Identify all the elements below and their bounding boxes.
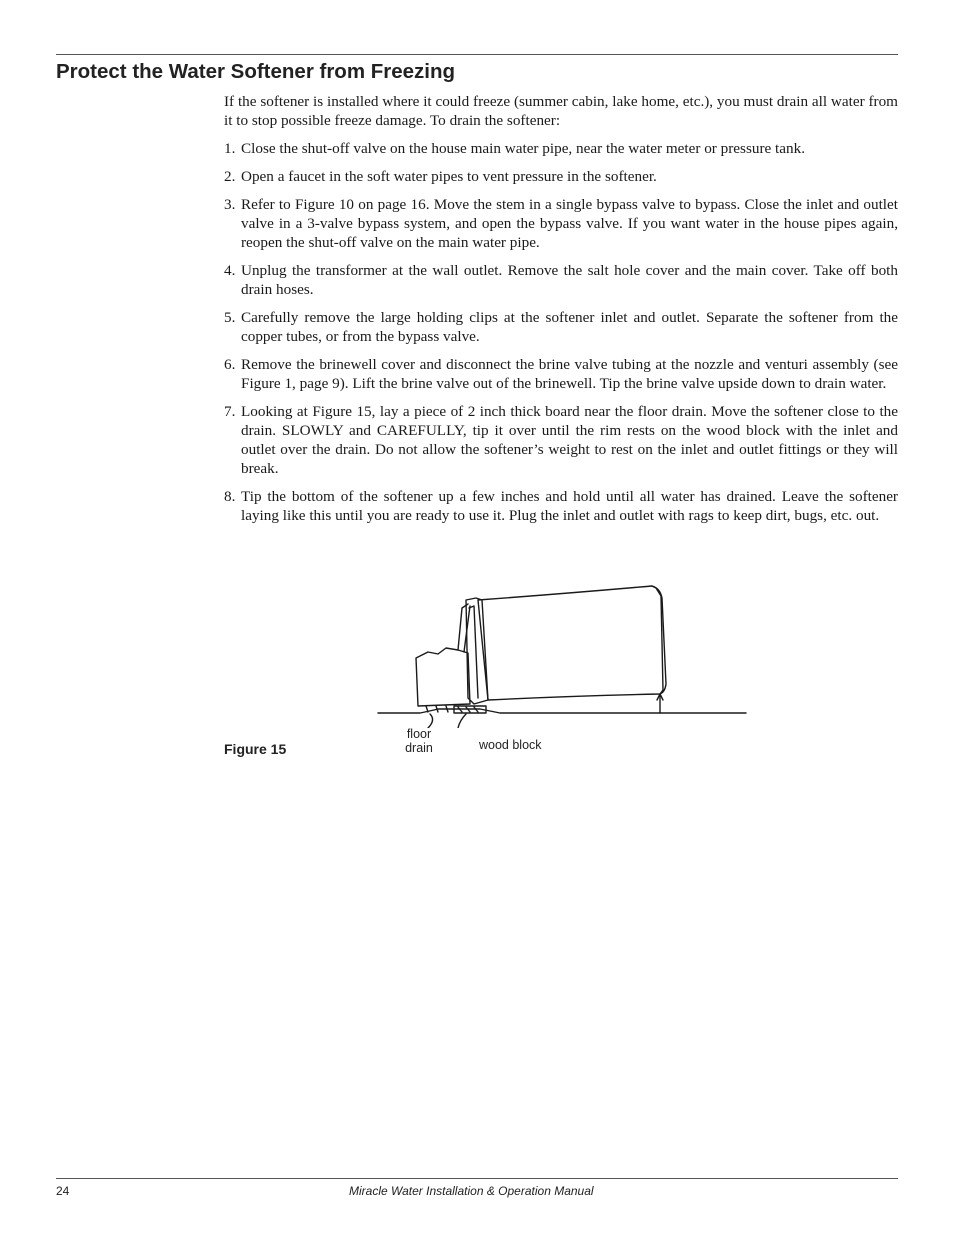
floor-drain-leader [428,714,433,728]
step-text: Close the shut-off valve on the house main water pipe, near the water meter or pressure tank. [241,140,805,157]
footer-manual-title: Miracle Water Installation & Operation Manual [349,1184,594,1198]
step-number: 8. [224,488,236,505]
section-title: Protect the Water Softener from Freezing [56,60,456,83]
list-item [224,261,898,299]
list-item [224,487,898,525]
list-item [224,139,898,158]
figure-15-illustration [370,578,750,728]
drain-steps-list [224,139,898,525]
step-number: 3. [224,196,236,213]
floor-label-line2: drain [405,741,433,755]
bottom-rule [56,1178,898,1179]
floor-drain-label [402,727,436,755]
wood-block-label: wood block [479,738,542,752]
step-text: Open a faucet in the soft water pipes to vent pressure in the softener. [241,168,657,185]
step-number: 2. [224,168,236,185]
step-text: Unplug the transformer at the wall outlet. Remove the salt hole cover and the main cover. Take off both drain hoses. [241,262,898,298]
wood-block-leader [458,714,466,728]
step-text: Tip the bottom of the softener up a few inches and hold until all water has drained. Leave the softener laying like this until you are ready to use it. Plug the inlet and outlet with rags to keep dirt, bugs, etc. out. [241,488,898,524]
step-number: 7. [224,403,236,420]
step-text: Refer to Figure 10 on page 16. Move the stem in a single bypass valve to bypass. Close the inlet and outlet valve in a 3-valve bypass system, and open the bypass valve. If you want water in the house pipes again, reopen the shut-off valve on the main water pipe. [241,196,898,251]
body-content [224,92,898,534]
step-text: Carefully remove the large holding clips at the softener inlet and outlet. Separate the softener from the copper tubes, or from the bypass valve. [241,309,898,345]
list-item [224,402,898,478]
step-number: 4. [224,262,236,279]
intro-paragraph: If the softener is installed where it could freeze (summer cabin, lake home, etc.), you must drain all water from it to stop possible freeze damage. To drain the softener: [224,93,898,129]
list-item [224,308,898,346]
list-item [224,195,898,252]
list-item [224,167,898,186]
figure-caption: Figure 15 [224,741,287,757]
top-rule [56,54,898,55]
floor-label-line1: floor [406,727,432,741]
softener-tank [478,586,663,700]
step-number: 6. [224,356,236,373]
step-number: 5. [224,309,236,326]
floor-line [378,709,746,713]
step-text: Looking at Figure 15, lay a piece of 2 inch thick board near the floor drain. Move the softener close to the drain. SLOWLY and CAREFULLY, tip it over until the rim rests on the wood block with the inlet and outlet over the drain. Do not allow the softener’s weight to rest on the inlet and outlet fittings or they will break. [241,403,898,477]
control-valve [416,648,470,706]
step-number: 1. [224,140,236,157]
list-item [224,355,898,393]
page-number: 24 [56,1184,70,1198]
step-text: Remove the brinewell cover and disconnect the brine valve tubing at the nozzle and venturi assembly (see Figure 1, page 9). Lift the brine valve out of the brinewell. Tip the brine valve upside down to drain water. [241,356,898,392]
